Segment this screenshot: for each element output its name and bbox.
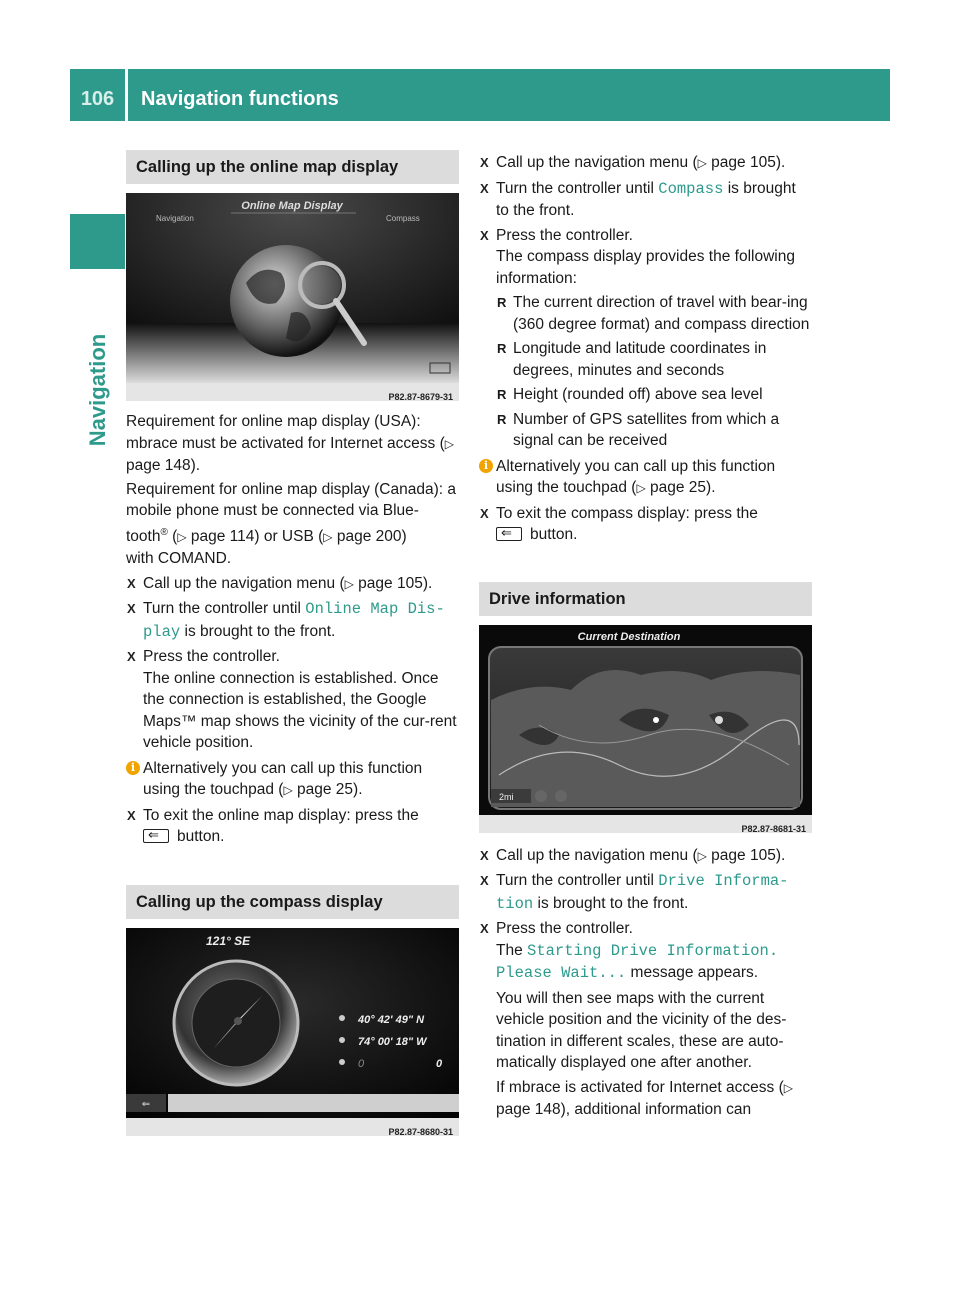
section-heading-online-map: Calling up the online map display <box>126 150 459 184</box>
info-note: i Alternatively you can call up this function using the touchpad (▷ page 25). <box>126 758 459 802</box>
step-turn-controller: X Turn the controller until Online Map Dis-play is brought to the front. <box>126 598 459 643</box>
drive-info-screenshot <box>479 625 812 833</box>
online-map-screenshot <box>126 193 459 401</box>
chapter-title: Navigation functions <box>128 69 890 121</box>
sidebar-tab-label: Navigation <box>84 333 110 447</box>
section-heading-compass: Calling up the compass display <box>126 885 459 919</box>
altitude-readout: 0 <box>358 1057 365 1070</box>
svg-text:⇐: ⇐ <box>141 1098 151 1110</box>
list-item: R Longitude and latitude coordinates in degrees, minutes and seconds <box>479 338 812 381</box>
step-call-up-menu: X Call up the navigation menu (▷ page 105). <box>479 845 812 868</box>
menu-item-compass: Compass <box>658 179 724 198</box>
heading-readout: 121° SE <box>206 933 251 948</box>
figure-screen-title: Online Map Display <box>241 200 343 212</box>
back-button-icon <box>496 527 522 541</box>
step-exit: X To exit the online map display: press the ⇐button. <box>126 805 459 848</box>
menu-item-online-map-display: Online Map Dis-play <box>143 600 445 641</box>
map-scale: 2mi <box>499 791 514 802</box>
figure-code: P82.87-8680-31 <box>126 1118 459 1136</box>
page-number: 106 <box>70 69 125 121</box>
right-column <box>479 150 812 1121</box>
step-turn-controller: X Turn the controller until Compass is brought to the front. <box>479 178 812 222</box>
left-column: Calling up the online map display Online Map Display Navigation Compass P82.87-8679-31 Requirement for online map display (USA): mbrace must be activated for Internet access (▷ page 148). Requirement for online map display (Canada): a mobile phone must be connected via Blue-tooth® (▷ page 114) or USB (▷ page 200) with COMAND. X Call up the navigation menu (▷ page 105). X Turn the controller until Online Map Dis-play is brought to the front. X Press the controller. The online connection is established. Once the connection is established, the Google Maps™ map shows the vicinity of the cur-rent vehicle position. i Alternatively you can call up this function using the touchpad (▷ page 25). X To exit the online map display: press the ⇐button. Calling up the compass display 121° SE 40° 42' 49" N 74° 00' 18" W 0 0 ⇐ P82.87-8680-31 <box>126 150 459 1136</box>
page-header <box>70 69 890 121</box>
step-press-controller: X Press the controller. The online connection is established. Once the connection is established, the Google Maps™ map shows the vicinity of the cur-rent vehicle position. <box>126 646 459 754</box>
step-press-controller: X Press the controller. The Starting Drive Information. Please Wait... message appears. <box>479 918 812 985</box>
list-item: R Number of GPS satellites from which a signal can be received <box>479 409 812 452</box>
step-call-up-menu: X Call up the navigation menu (▷ page 105). <box>479 152 812 175</box>
step-call-up-menu: X Call up the navigation menu (▷ page 105). <box>126 573 459 596</box>
back-button-icon <box>143 829 169 843</box>
figure-code: P82.87-8679-31 <box>126 383 459 401</box>
info-icon: i <box>479 459 493 473</box>
info-icon: i <box>126 761 140 775</box>
drive-info-paragraph: You will then see maps with the current vehicle position and the vicinity of the des-tination in different scales, these are auto-matically displayed one after another. <box>496 989 787 1071</box>
figure-left-label: Navigation <box>156 214 194 223</box>
latitude-readout: 40° 42' 49" N <box>358 1013 425 1026</box>
step-turn-controller: X Turn the controller until Drive Informa-tion is brought to the front. <box>479 870 812 915</box>
figure-screen-title: Current Destination <box>577 630 681 643</box>
status-message: Starting Drive Information. Please Wait... <box>496 941 779 982</box>
step-press-controller: X Press the controller. The compass display provides the following information: <box>479 225 812 290</box>
menu-item-drive-information: Drive Informa-tion <box>496 872 789 913</box>
info-note: i Alternatively you can call up this function using the touchpad (▷ page 25). <box>479 456 812 500</box>
section-heading-drive-info: Drive information <box>479 582 812 616</box>
longitude-readout: 74° 00' 18" W <box>358 1035 427 1048</box>
sidebar-marker <box>70 214 125 269</box>
step-exit: X To exit the compass display: press the ⇐button. <box>479 503 812 546</box>
satellite-readout: 0 <box>436 1057 443 1070</box>
figure-code: P82.87-8681-31 <box>479 815 812 833</box>
sidebar-tab <box>70 280 125 500</box>
figure-right-label: Compass <box>386 214 420 223</box>
list-item: R The current direction of travel with bear-ing (360 degree format) and compass direction <box>479 292 812 335</box>
drive-info-paragraph: If mbrace is activated for Internet access (▷ page 148), additional information can <box>496 1078 793 1118</box>
list-item: R Height (rounded off) above sea level <box>479 384 812 406</box>
compass-screenshot <box>126 928 459 1136</box>
